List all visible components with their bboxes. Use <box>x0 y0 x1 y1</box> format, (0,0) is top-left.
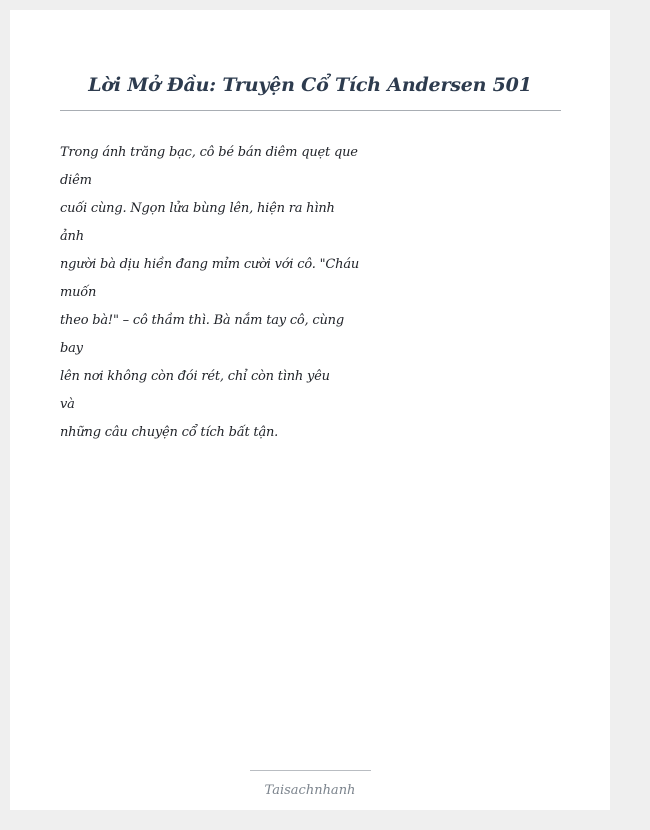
story-paragraph <box>60 139 360 447</box>
text-line: diêm <box>60 173 92 188</box>
text-line: Trong ánh trăng bạc, cô bé bán diêm quẹt que <box>60 145 358 160</box>
text-line: bay <box>60 341 83 356</box>
text-line: muốn <box>60 285 97 300</box>
footer-divider <box>250 770 371 771</box>
document-page <box>10 10 610 810</box>
text-line: ảnh <box>60 229 84 244</box>
text-line: cuối cùng. Ngọn lửa bùng lên, hiện ra hình <box>60 201 335 216</box>
footer-brand: Taisachnhanh <box>264 783 356 798</box>
title-divider <box>60 110 561 111</box>
text-line: theo bà!" – cô thầm thì. Bà nắm tay cô, cùng <box>60 313 344 328</box>
text-line: những câu chuyện cổ tích bất tận. <box>60 425 279 440</box>
text-line: người bà dịu hiền đang mỉm cười với cô. "Cháu <box>60 257 360 272</box>
text-line: và <box>60 397 75 412</box>
text-line: lên nơi không còn đói rét, chỉ còn tình yêu <box>60 369 330 384</box>
page-title: Lời Mở Đầu: Truyện Cổ Tích Andersen 501 <box>88 74 532 96</box>
